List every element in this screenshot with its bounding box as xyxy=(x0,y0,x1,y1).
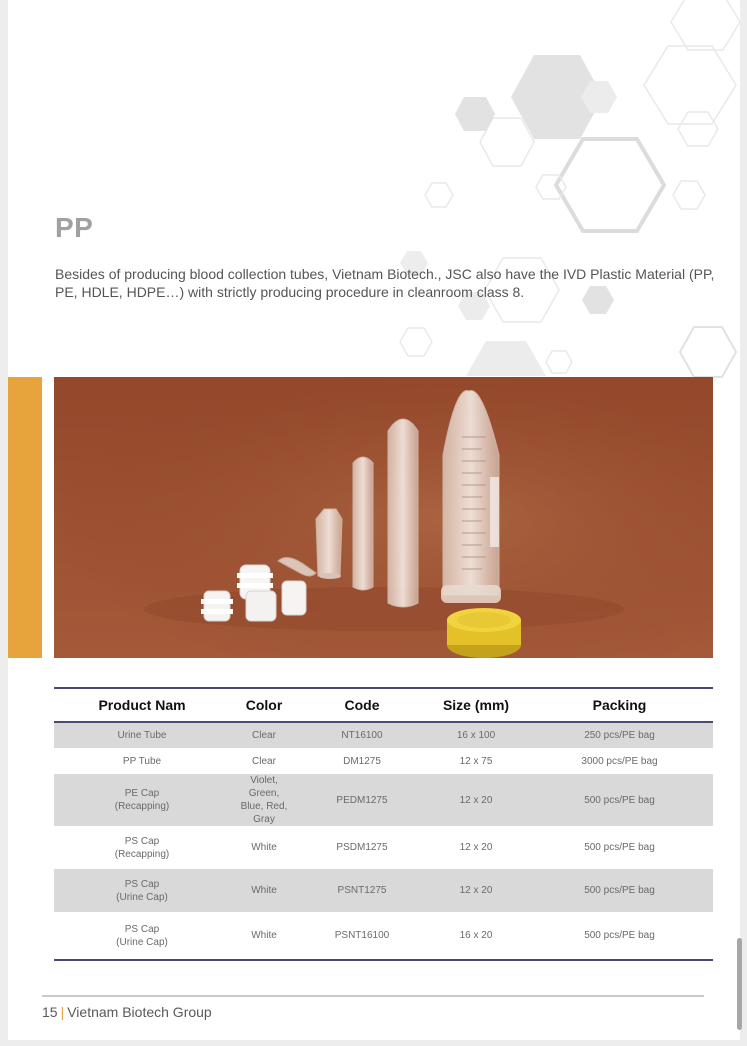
header-size: Size (mm) xyxy=(426,688,526,722)
product-table xyxy=(54,687,713,961)
intro-paragraph: Besides of producing blood collection tubes, Vietnam Biotech., JSC also have the IVD Plastic Material (PP, PE, HDLE, HDPE…) with strictly producing procedure in cleanroom class 8. xyxy=(55,266,715,300)
table-header-row xyxy=(54,688,713,722)
table-row xyxy=(54,748,713,774)
cell-packing: 250 pcs/PE bag xyxy=(526,722,713,748)
cell-size: 16 x 100 xyxy=(426,722,526,748)
cell-size: 12 x 75 xyxy=(459,755,493,767)
cell-size: 12 x 20 xyxy=(459,842,493,853)
cell-packing: 500 pcs/PE bag xyxy=(584,842,655,853)
hexagon-decoration xyxy=(8,0,740,400)
cell-product: PS Cap (Recapping) xyxy=(114,835,170,860)
table-row xyxy=(54,774,713,826)
cell-code: PSNT16100 xyxy=(298,912,426,960)
header-product: Product Nam xyxy=(54,688,230,722)
footer-separator: | xyxy=(60,1004,65,1020)
cell-color: Clear xyxy=(252,755,276,767)
page-footer xyxy=(42,1004,212,1020)
table-row xyxy=(54,912,713,960)
cell-code: PSNT1275 xyxy=(298,869,426,912)
page-number: 15 xyxy=(42,1004,58,1020)
cell-code: NT16100 xyxy=(298,722,426,748)
cell-size: 12 x 20 xyxy=(426,869,526,912)
cell-size: 12 x 20 xyxy=(426,774,526,826)
cell-code: PEDM1275 xyxy=(298,774,426,826)
tube-conical xyxy=(316,509,342,579)
cell-product: PS Cap (Urine Cap) xyxy=(54,869,230,912)
cell-packing: 500 pcs/PE bag xyxy=(526,869,713,912)
accent-bar xyxy=(8,377,42,658)
brochure-page xyxy=(8,0,740,1040)
cell-code: DM1275 xyxy=(343,755,381,767)
cell-code: PSDM1275 xyxy=(336,842,388,853)
table-row xyxy=(54,826,713,869)
tube-small xyxy=(353,457,373,590)
cell-packing: 3000 pcs/PE bag xyxy=(581,755,658,767)
table-row xyxy=(54,722,713,748)
header-color: Color xyxy=(230,688,298,722)
cell-color: White xyxy=(230,869,298,912)
table-row xyxy=(54,869,713,912)
cell-packing: 500 pcs/PE bag xyxy=(526,774,713,826)
cell-color: White xyxy=(230,912,298,960)
footer-divider xyxy=(42,995,704,997)
header-code: Code xyxy=(298,688,426,722)
cell-product: Urine Tube xyxy=(54,722,230,748)
page-title: PP xyxy=(55,212,94,243)
cell-product: PP Tube xyxy=(122,755,162,767)
cell-color: Violet, Green, Blue, Red, Gray xyxy=(230,774,298,826)
cell-size: 16 x 20 xyxy=(426,912,526,960)
yellow-cap xyxy=(447,608,521,658)
cell-color: White xyxy=(251,842,277,853)
cell-product: PS Cap (Urine Cap) xyxy=(54,912,230,960)
cell-color: Clear xyxy=(230,722,298,748)
cell-product: PE Cap (Recapping) xyxy=(54,774,230,826)
company-name: Vietnam Biotech Group xyxy=(67,1004,212,1020)
header-packing: Packing xyxy=(526,688,713,722)
product-photo xyxy=(54,377,713,658)
cell-packing: 500 pcs/PE bag xyxy=(526,912,713,960)
tube-medium xyxy=(388,419,418,607)
scrollbar-thumb[interactable] xyxy=(737,938,742,1030)
